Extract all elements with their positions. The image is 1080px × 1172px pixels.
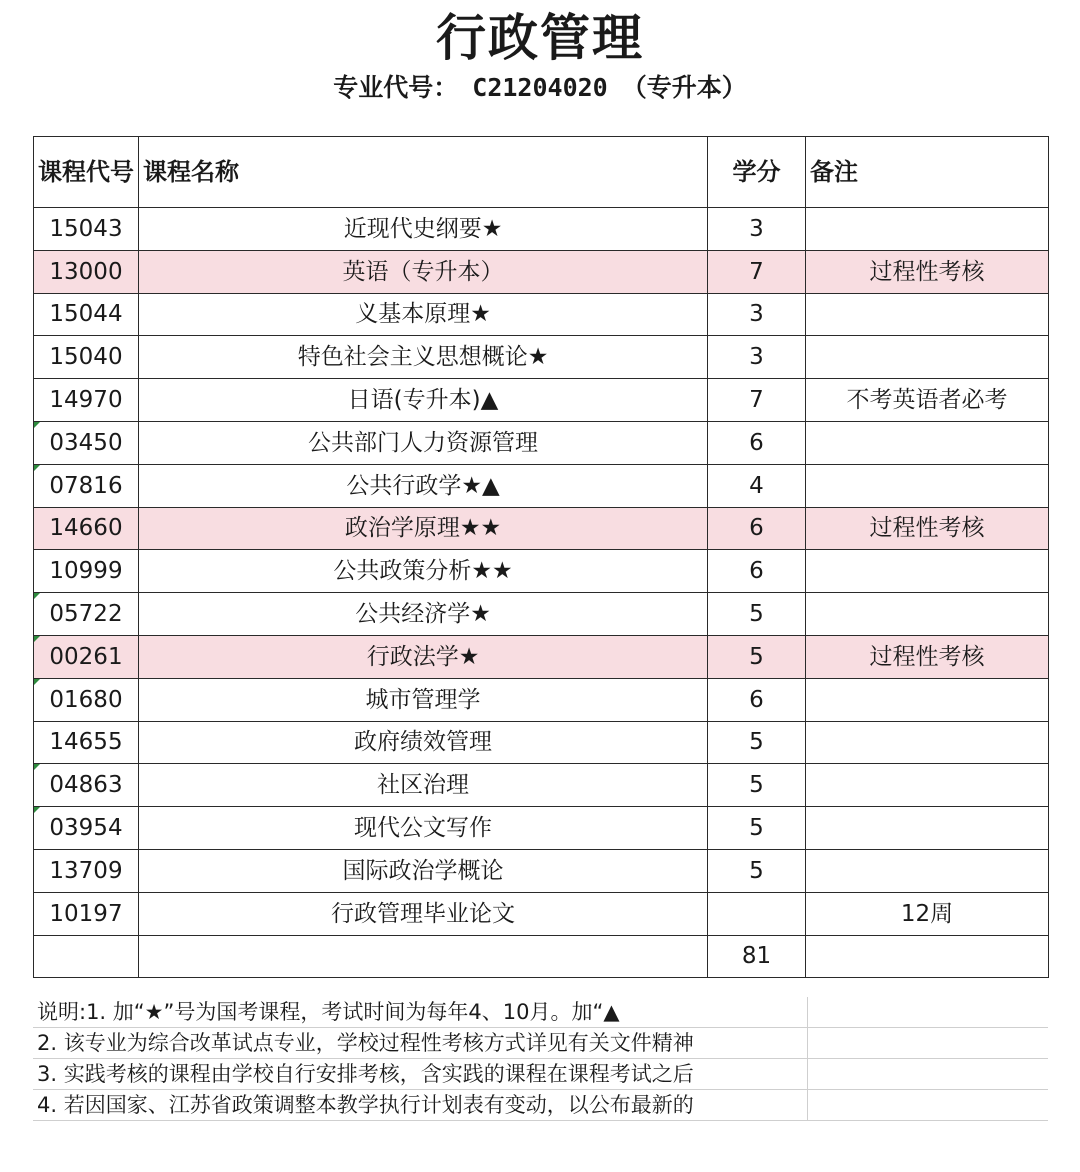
course-remark-cell: 过程性考核 (806, 507, 1049, 550)
note-line (33, 1059, 1048, 1090)
note-line (33, 1090, 1048, 1121)
course-name-cell: 政治学原理★★ (139, 507, 708, 550)
notes-section (33, 997, 1048, 1121)
table-row (34, 849, 1049, 892)
course-name-cell: 公共部门人力资源管理 (139, 421, 708, 464)
course-code-cell: 10999 (34, 550, 139, 593)
course-code-text: 05722 (49, 601, 123, 628)
course-credit-cell: 6 (708, 678, 806, 721)
course-credit-cell: 5 (708, 849, 806, 892)
table-row (34, 764, 1049, 807)
course-code-cell: 10197 (34, 892, 139, 935)
course-remark-cell (806, 336, 1049, 379)
course-remark-cell: 过程性考核 (806, 635, 1049, 678)
table-row (34, 721, 1049, 764)
major-code-label: 专业代号： (333, 73, 459, 102)
course-code-cell: 15043 (34, 208, 139, 251)
note-text: 4. 若因国家、江苏省政策调整本教学执行计划表有变动，以公布最新的 (33, 1090, 808, 1120)
green-corner-flag-icon (34, 679, 40, 685)
table-row (34, 807, 1049, 850)
course-credit-cell: 4 (708, 464, 806, 507)
course-code-text: 04863 (49, 772, 123, 799)
major-code-line (0, 70, 1080, 106)
green-corner-flag-icon (34, 593, 40, 599)
course-credit-cell: 7 (708, 379, 806, 422)
header-remark: 备注 (806, 137, 1049, 208)
course-name-cell: 行政法学★ (139, 635, 708, 678)
course-code-cell (34, 464, 139, 507)
course-remark-cell (806, 849, 1049, 892)
course-name-cell: 国际政治学概论 (139, 849, 708, 892)
course-remark-cell (806, 208, 1049, 251)
course-credit-cell: 3 (708, 336, 806, 379)
course-code-cell: 14660 (34, 507, 139, 550)
page-title: 行政管理 (436, 8, 644, 67)
course-remark-cell (806, 678, 1049, 721)
course-name-cell: 现代公文写作 (139, 807, 708, 850)
major-level: （专升本） (621, 73, 747, 102)
course-credit-cell: 6 (708, 421, 806, 464)
course-name-cell: 政府绩效管理 (139, 721, 708, 764)
course-code-cell: 13000 (34, 250, 139, 293)
course-name-cell: 公共政策分析★★ (139, 550, 708, 593)
course-name-cell: 近现代史纲要★ (139, 208, 708, 251)
course-code-cell (34, 807, 139, 850)
course-code-text: 03954 (49, 815, 123, 842)
course-credit-cell: 3 (708, 208, 806, 251)
table-header-row (34, 137, 1049, 208)
note-line (33, 997, 1048, 1028)
table-row (34, 635, 1049, 678)
course-code-cell: 15044 (34, 293, 139, 336)
course-remark-cell (806, 293, 1049, 336)
header-credit: 学分 (708, 137, 806, 208)
course-credit-cell: 5 (708, 635, 806, 678)
course-credit-cell: 5 (708, 721, 806, 764)
course-name-cell: 日语(专升本)▲ (139, 379, 708, 422)
course-name-cell: 英语（专升本） (139, 250, 708, 293)
course-name-cell: 行政管理毕业论文 (139, 892, 708, 935)
course-code-cell: 15040 (34, 336, 139, 379)
course-name-cell: 特色社会主义思想概论★ (139, 336, 708, 379)
course-remark-cell (806, 721, 1049, 764)
course-name-cell: 公共行政学★▲ (139, 464, 708, 507)
note-text: 3. 实践考核的课程由学校自行安排考核，含实践的课程在课程考试之后 (33, 1059, 808, 1089)
green-corner-flag-icon (34, 422, 40, 428)
total-name-cell (139, 935, 708, 978)
header-code: 课程代号 (34, 137, 139, 208)
course-code-text: 01680 (49, 686, 123, 713)
green-corner-flag-icon (34, 636, 40, 642)
green-corner-flag-icon (34, 764, 40, 770)
course-remark-cell: 不考英语者必考 (806, 379, 1049, 422)
table-row (34, 550, 1049, 593)
course-credit-cell: 3 (708, 293, 806, 336)
course-credit-cell (708, 892, 806, 935)
course-name-cell: 社区治理 (139, 764, 708, 807)
course-remark-cell (806, 421, 1049, 464)
course-remark-cell (806, 807, 1049, 850)
green-corner-flag-icon (34, 807, 40, 813)
course-code-text: 03450 (49, 429, 123, 456)
table-row (34, 678, 1049, 721)
table-row (34, 464, 1049, 507)
note-text: 2. 该专业为综合改革试点专业，学校过程性考核方式详见有关文件精神 (33, 1028, 808, 1058)
course-code-cell (34, 764, 139, 807)
course-code-cell (34, 635, 139, 678)
total-credit-cell: 81 (708, 935, 806, 978)
course-credit-cell: 6 (708, 550, 806, 593)
table-row (34, 336, 1049, 379)
course-credit-cell: 5 (708, 807, 806, 850)
major-code: C21204020 (472, 73, 608, 102)
course-credit-cell: 6 (708, 507, 806, 550)
table-row (34, 250, 1049, 293)
course-table (33, 136, 1049, 978)
table-row (34, 379, 1049, 422)
course-remark-cell (806, 464, 1049, 507)
course-code-cell: 14970 (34, 379, 139, 422)
table-row (34, 507, 1049, 550)
course-credit-cell: 5 (708, 593, 806, 636)
table-row (34, 593, 1049, 636)
total-remark-cell (806, 935, 1049, 978)
course-code-text: 00261 (49, 643, 123, 670)
course-remark-cell (806, 550, 1049, 593)
course-name-cell: 义基本原理★ (139, 293, 708, 336)
course-remark-cell (806, 593, 1049, 636)
course-name-cell: 公共经济学★ (139, 593, 708, 636)
total-row (34, 935, 1049, 978)
table-row (34, 208, 1049, 251)
course-code-cell (34, 678, 139, 721)
table-row (34, 892, 1049, 935)
course-code-cell: 13709 (34, 849, 139, 892)
header-name: 课程名称 (139, 137, 708, 208)
course-remark-cell: 12周 (806, 892, 1049, 935)
course-remark-cell (806, 764, 1049, 807)
course-code-cell: 14655 (34, 721, 139, 764)
course-code-cell (34, 593, 139, 636)
total-code-cell (34, 935, 139, 978)
course-credit-cell: 5 (708, 764, 806, 807)
course-code-text: 07816 (49, 472, 123, 499)
course-code-cell (34, 421, 139, 464)
course-remark-cell: 过程性考核 (806, 250, 1049, 293)
note-text: 说明:1. 加“★”号为国考课程，考试时间为每年4、10月。加“▲ (33, 997, 808, 1027)
table-row (34, 293, 1049, 336)
course-name-cell: 城市管理学 (139, 678, 708, 721)
green-corner-flag-icon (34, 465, 40, 471)
note-line (33, 1028, 1048, 1059)
table-row (34, 421, 1049, 464)
course-credit-cell: 7 (708, 250, 806, 293)
